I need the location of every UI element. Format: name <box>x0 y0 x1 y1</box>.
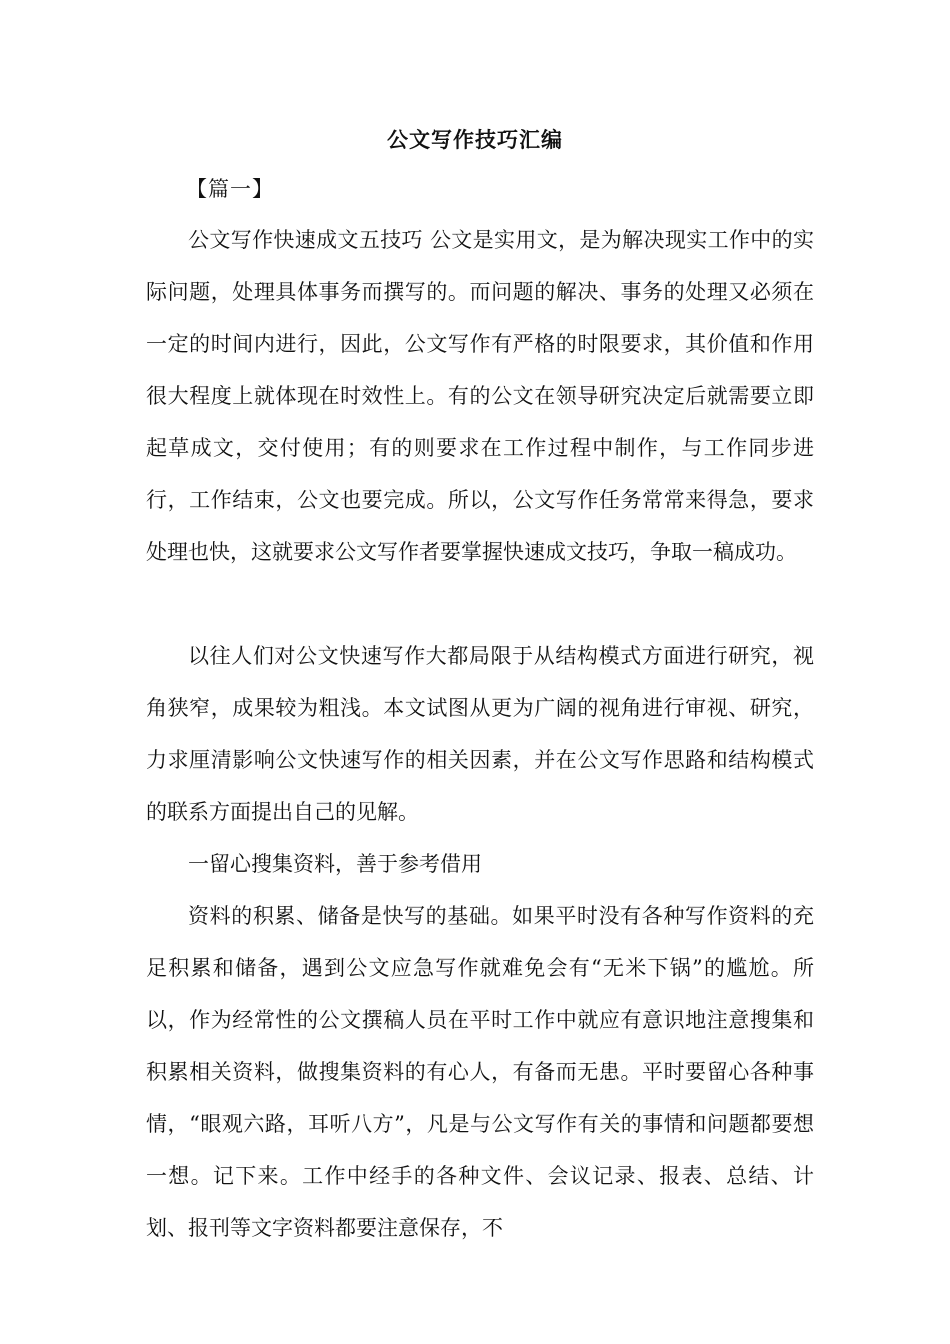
paragraph-1: 公文写作快速成文五技巧 公文是实用文，是为解决现实工作中的实际问题，处理具体事务而撰写的。而问题的解决、事务的处理又必须在一定的时间内进行，因此，公文写作有严格的时限要求，其价值和作用很大程度上就体现在时效性上。有的公文在领导研究决定后就需要立即起草成文，交付使用；有的则要求在工作过程中制作，与工作同步进行，工作结束，公文也要完成。所以，公文写作任务常常来得急，要求处理也快，这就要求公文写作者要掌握快速成文技巧，争取一稿成功。 <box>146 228 814 564</box>
section-label: 【篇一】 <box>186 177 274 201</box>
paragraph-2: 以往人们对公文快速写作大都局限于从结构模式方面进行研究，视角狭窄，成果较为粗浅。本文试图从更为广阔的视角进行审视、研究，力求厘清影响公文快速写作的相关因素，并在公文写作思路和结构模式的联系方面提出自己的见解。 <box>146 644 814 824</box>
document-title: 公文写作技巧汇编 <box>387 127 563 152</box>
paragraph-3: 资料的积累、储备是快写的基础。如果平时没有各种写作资料的充足积累和储备，遇到公文应急写作就难免会有“无米下锅”的尴尬。所以，作为经常性的公文撰稿人员在平时工作中就应有意识地注意搜集和积累相关资料，做搜集资料的有心人，有备而无患。平时要留心各种事情，“眼观六路，耳听八方”，凡是与公文写作有关的事情和问题都要想一想。记下来。工作中经手的各种文件、会议记录、报表、总结、计划、报刊等文字资料都要注意保存，不 <box>146 904 814 1240</box>
subheading: 一留心搜集资料，善于参考借用 <box>188 852 482 876</box>
